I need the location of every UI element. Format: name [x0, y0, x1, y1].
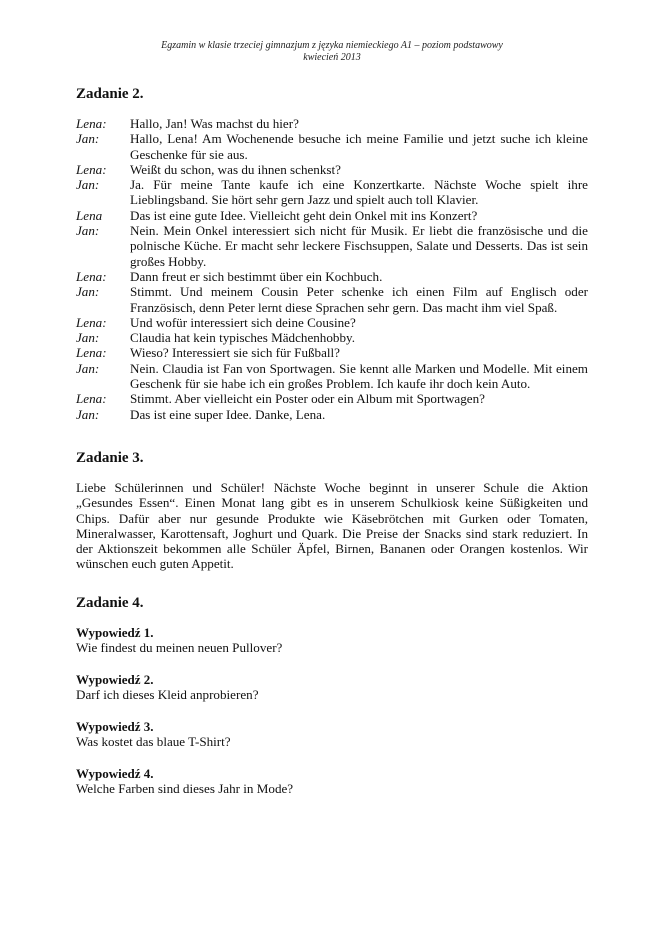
statement-label: Wypowiedź 4.	[76, 766, 154, 781]
dialog-line	[76, 162, 588, 177]
dialog-text: Wieso? Interessiert sie sich für Fußball?	[130, 345, 340, 361]
speaker-name: Lena:	[76, 345, 107, 361]
dialog-line	[76, 361, 588, 392]
speaker-name: Jan:	[76, 284, 100, 300]
header-date: kwiecień 2013	[303, 52, 361, 63]
statement-item	[76, 625, 588, 655]
speaker-name: Lena:	[76, 268, 107, 284]
speaker-name: Jan:	[76, 177, 100, 193]
statement-item	[76, 672, 588, 702]
speaker-name: Jan:	[76, 223, 100, 239]
dialog-text: Weißt du schon, was du ihnen schenkst?	[130, 161, 341, 177]
dialog-line	[76, 269, 588, 284]
header-exam-title: Egzamin w klasie trzeciej gimnazjum z języka niemieckiego A1 – poziom podstawowy	[161, 40, 503, 51]
dialog-line	[76, 208, 588, 223]
speaker-name: Lena:	[76, 161, 107, 177]
statement-label: Wypowiedź 1.	[76, 625, 154, 640]
speaker-name: Jan:	[76, 360, 100, 376]
dialog-text: Ja. Für meine Tante kaufe ich eine Konzertkarte. Nächste Woche spielt ihre Lieblingsband. Sie hört sehr gern Jazz und spielt auch toll Klavier.	[130, 177, 588, 208]
statement-text: Wie findest du meinen neuen Pullover?	[76, 640, 283, 655]
speaker-name: Lena:	[76, 116, 107, 131]
speaker-name: Jan:	[76, 131, 100, 147]
statement-text: Welche Farben sind dieses Jahr in Mode?	[76, 781, 294, 796]
task-2-heading: Zadanie 2.	[76, 86, 144, 102]
dialog-text: Das ist eine super Idee. Danke, Lena.	[130, 406, 326, 422]
statement-text: Darf ich dieses Kleid anprobieren?	[76, 687, 259, 702]
dialog-line	[76, 391, 588, 406]
task-4-statements	[76, 625, 588, 813]
dialog-text: Claudia hat kein typisches Mädchenhobby.	[130, 330, 355, 346]
statement-item	[76, 719, 588, 749]
dialog-line	[76, 223, 588, 269]
dialog-text: Stimmt. Und meinem Cousin Peter schenke ich einen Film auf Englisch oder Französisch, denn Peter lernt diese Sprachen sehr gern. Das macht ihm viel Spaß.	[130, 284, 588, 315]
speaker-name: Jan:	[76, 406, 100, 422]
statement-text: Was kostet das blaue T-Shirt?	[76, 734, 231, 749]
statement-item	[76, 766, 588, 796]
dialog-text: Nein. Mein Onkel interessiert sich nicht für Musik. Er liebt die französische und die polnische Küche. Er macht sehr leckere Fischsuppen, Salate und Desserts. Das ist sein großes Hobby.	[130, 223, 588, 269]
dialog-line	[76, 345, 588, 360]
page-header	[0, 40, 664, 64]
dialog-line	[76, 315, 588, 330]
dialog-line	[76, 284, 588, 315]
dialog-line	[76, 407, 588, 422]
dialog-text: Stimmt. Aber vielleicht ein Poster oder ein Album mit Sportwagen?	[130, 391, 485, 407]
speaker-name: Lena:	[76, 391, 107, 407]
task-3-announcement: Liebe Schülerinnen und Schüler! Nächste Woche beginnt in unserer Schule die Aktion „Gesundes Essen“. Einen Monat lang gibt es in unserem Schulkiosk keine Süßigkeiten und Chips. Dafür aber nur gesunde Produkte wie Käsebrötchen mit Gurken oder Tomaten, Mineralwasser, Karottensaft, Joghurt und Quark. Die Preise der Snacks sind stark reduziert. In der Aktionszeit bekommen alle Schüler Äpfel, Birnen, Bananen oder Orangen kostenlos. Wir wünschen euch guten Appetit.	[76, 480, 588, 572]
dialog-text: Dann freut er sich bestimmt über ein Kochbuch.	[130, 268, 383, 284]
dialog-line	[76, 131, 588, 162]
dialog-text: Hallo, Lena! Am Wochenende besuche ich meine Familie und jetzt suche ich kleine Geschenke für sie aus.	[130, 131, 588, 162]
dialog-text: Hallo, Jan! Was machst du hier?	[130, 116, 299, 131]
dialog-line	[76, 116, 588, 131]
dialog-text: Nein. Claudia ist Fan von Sportwagen. Sie kennt alle Marken und Modelle. Mit einem Geschenk für sie habe ich ein großes Problem. Ich kaufe ihr doch kein Auto.	[130, 360, 588, 392]
dialog-line	[76, 177, 588, 208]
dialog-line	[76, 330, 588, 345]
speaker-name: Lena:	[76, 314, 107, 330]
statement-label: Wypowiedź 3.	[76, 719, 154, 734]
statement-label: Wypowiedź 2.	[76, 672, 154, 687]
speaker-name: Lena	[76, 207, 103, 223]
dialog-text: Und wofür interessiert sich deine Cousine?	[130, 314, 356, 330]
speaker-name: Jan:	[76, 330, 100, 346]
task-3-heading: Zadanie 3.	[76, 450, 144, 466]
task-4-heading: Zadanie 4.	[76, 595, 144, 611]
task-2-dialog	[76, 116, 588, 422]
dialog-text: Das ist eine gute Idee. Vielleicht geht dein Onkel mit ins Konzert?	[130, 207, 478, 223]
